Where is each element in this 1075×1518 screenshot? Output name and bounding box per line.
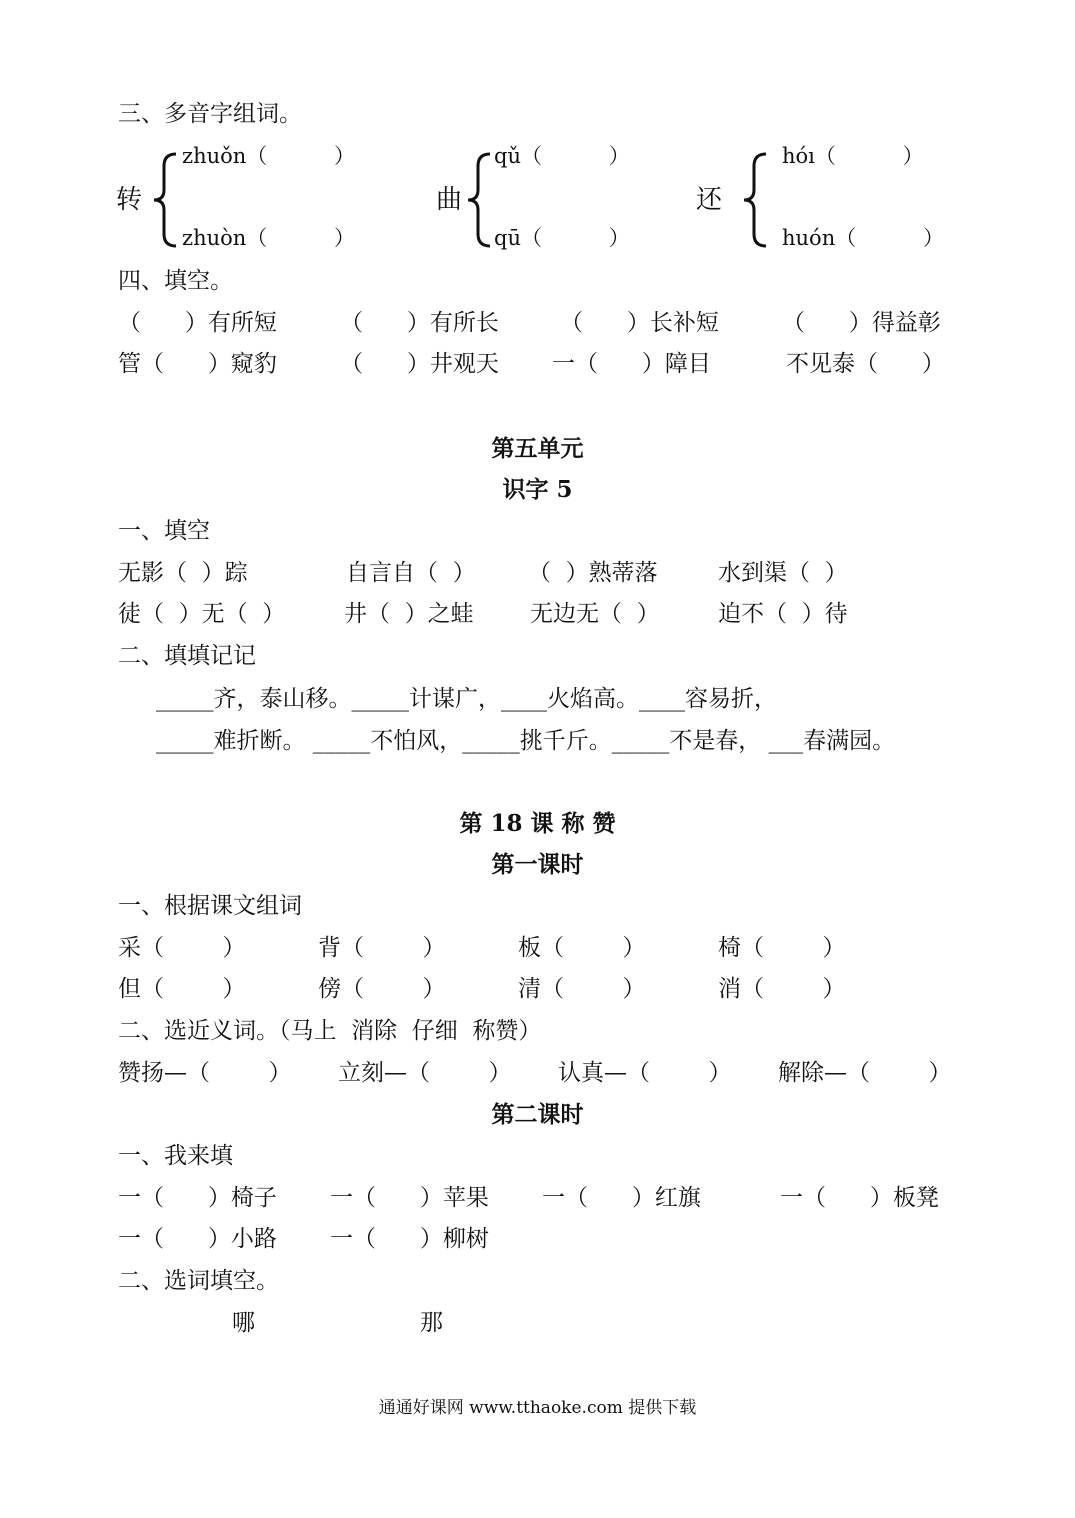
brace-icon xyxy=(150,150,180,250)
word-blank: 清（ ） xyxy=(518,976,646,1002)
idiom-blank: （ ）有所短 xyxy=(118,310,277,336)
idiom-blank: （ ）熟蒂落 xyxy=(528,560,658,586)
word-blank: 采（ ） xyxy=(118,935,246,961)
idiom-blank: 迫不（ ）待 xyxy=(718,601,848,627)
brace-icon xyxy=(740,150,770,250)
unit-title: 第五单元 xyxy=(491,435,584,462)
pinyin-bottom: huón（ ） xyxy=(782,226,944,250)
word-blank: 背（ ） xyxy=(318,935,446,961)
period-title: 第一课时 xyxy=(491,851,584,878)
pinyin-top: hóı（ ） xyxy=(782,144,924,168)
idiom-blank: 水到渠（ ） xyxy=(718,560,848,586)
period-title: 第二课时 xyxy=(491,1101,584,1128)
idiom-blank: （ ）有所长 xyxy=(340,310,499,336)
polyphonic-char: 还 xyxy=(696,185,723,215)
idiom-blank: 徒（ ）无（ ） xyxy=(118,601,286,627)
question-title: 一、填空 xyxy=(118,518,210,544)
measure-word-blank: 一（ ）板凳 xyxy=(780,1185,939,1211)
idiom-blank: 一（ ）障目 xyxy=(552,351,711,377)
synonym-blank: 认真—（ ） xyxy=(558,1060,732,1086)
measure-word-blank: 一（ ）红旗 xyxy=(542,1185,701,1211)
idiom-blank: 无影（ ）踪 xyxy=(118,560,248,586)
idiom-blank: 自言自（ ） xyxy=(346,560,476,586)
measure-word-blank: 一（ ）苹果 xyxy=(330,1185,489,1211)
synonym-blank: 立刻—（ ） xyxy=(338,1060,512,1086)
lesson-title: 第 18 课 称 赞 xyxy=(459,810,616,837)
proverb-line: _____难折断。 _____不怕风，_____挑千斤。_____不是春， ___春满园。 xyxy=(156,728,896,754)
word-blank: 椅（ ） xyxy=(718,935,846,961)
measure-word-blank: 一（ ）小路 xyxy=(118,1226,277,1252)
section-3-title: 三、多音字组词。 xyxy=(118,101,302,127)
unit-subtitle: 识字 5 xyxy=(502,476,573,503)
word-blank: 傍（ ） xyxy=(318,976,446,1002)
pinyin-top: qǔ（ ） xyxy=(494,144,630,168)
idiom-blank: 不见泰（ ） xyxy=(786,351,945,377)
question-title: 二、填填记记 xyxy=(118,643,256,669)
measure-word-blank: 一（ ）柳树 xyxy=(330,1226,489,1252)
polyphonic-char: 转 xyxy=(116,185,143,215)
synonym-blank: 解除—（ ） xyxy=(778,1060,952,1086)
word-blank: 板（ ） xyxy=(518,935,646,961)
proverb-line: _____齐，泰山移。_____计谋广，____火焰高。____容易折， xyxy=(156,686,777,712)
idiom-blank: 管（ ）窥豹 xyxy=(118,351,277,377)
word-choice: 哪 xyxy=(232,1310,255,1336)
brace-icon xyxy=(464,150,494,250)
section-4-title: 四、填空。 xyxy=(118,268,233,294)
question-title: 二、选词填空。 xyxy=(118,1268,279,1294)
polyphonic-char: 曲 xyxy=(436,185,463,215)
measure-word-blank: 一（ ）椅子 xyxy=(118,1185,277,1211)
footer-credit: 通通好课网 www.tthaoke.com 提供下载 xyxy=(378,1398,697,1418)
question-title: 二、选近义词。（马上 消除 仔细 称赞） xyxy=(118,1018,542,1044)
idiom-blank: （ ）得益彰 xyxy=(782,310,941,336)
pinyin-top: zhuǒn（ ） xyxy=(182,144,356,168)
word-blank: 但（ ） xyxy=(118,976,246,1002)
pinyin-bottom: qū（ ） xyxy=(494,226,630,250)
question-title: 一、我来填 xyxy=(118,1143,233,1169)
word-blank: 消（ ） xyxy=(718,976,846,1002)
question-title: 一、根据课文组词 xyxy=(118,893,302,919)
idiom-blank: （ ）长补短 xyxy=(560,310,719,336)
idiom-blank: 无边无（ ） xyxy=(530,601,660,627)
pinyin-bottom: zhuòn（ ） xyxy=(182,226,356,250)
idiom-blank: （ ）井观天 xyxy=(340,351,499,377)
synonym-blank: 赞扬—（ ） xyxy=(118,1060,292,1086)
idiom-blank: 井（ ）之蛙 xyxy=(344,601,474,627)
word-choice: 那 xyxy=(420,1310,443,1336)
